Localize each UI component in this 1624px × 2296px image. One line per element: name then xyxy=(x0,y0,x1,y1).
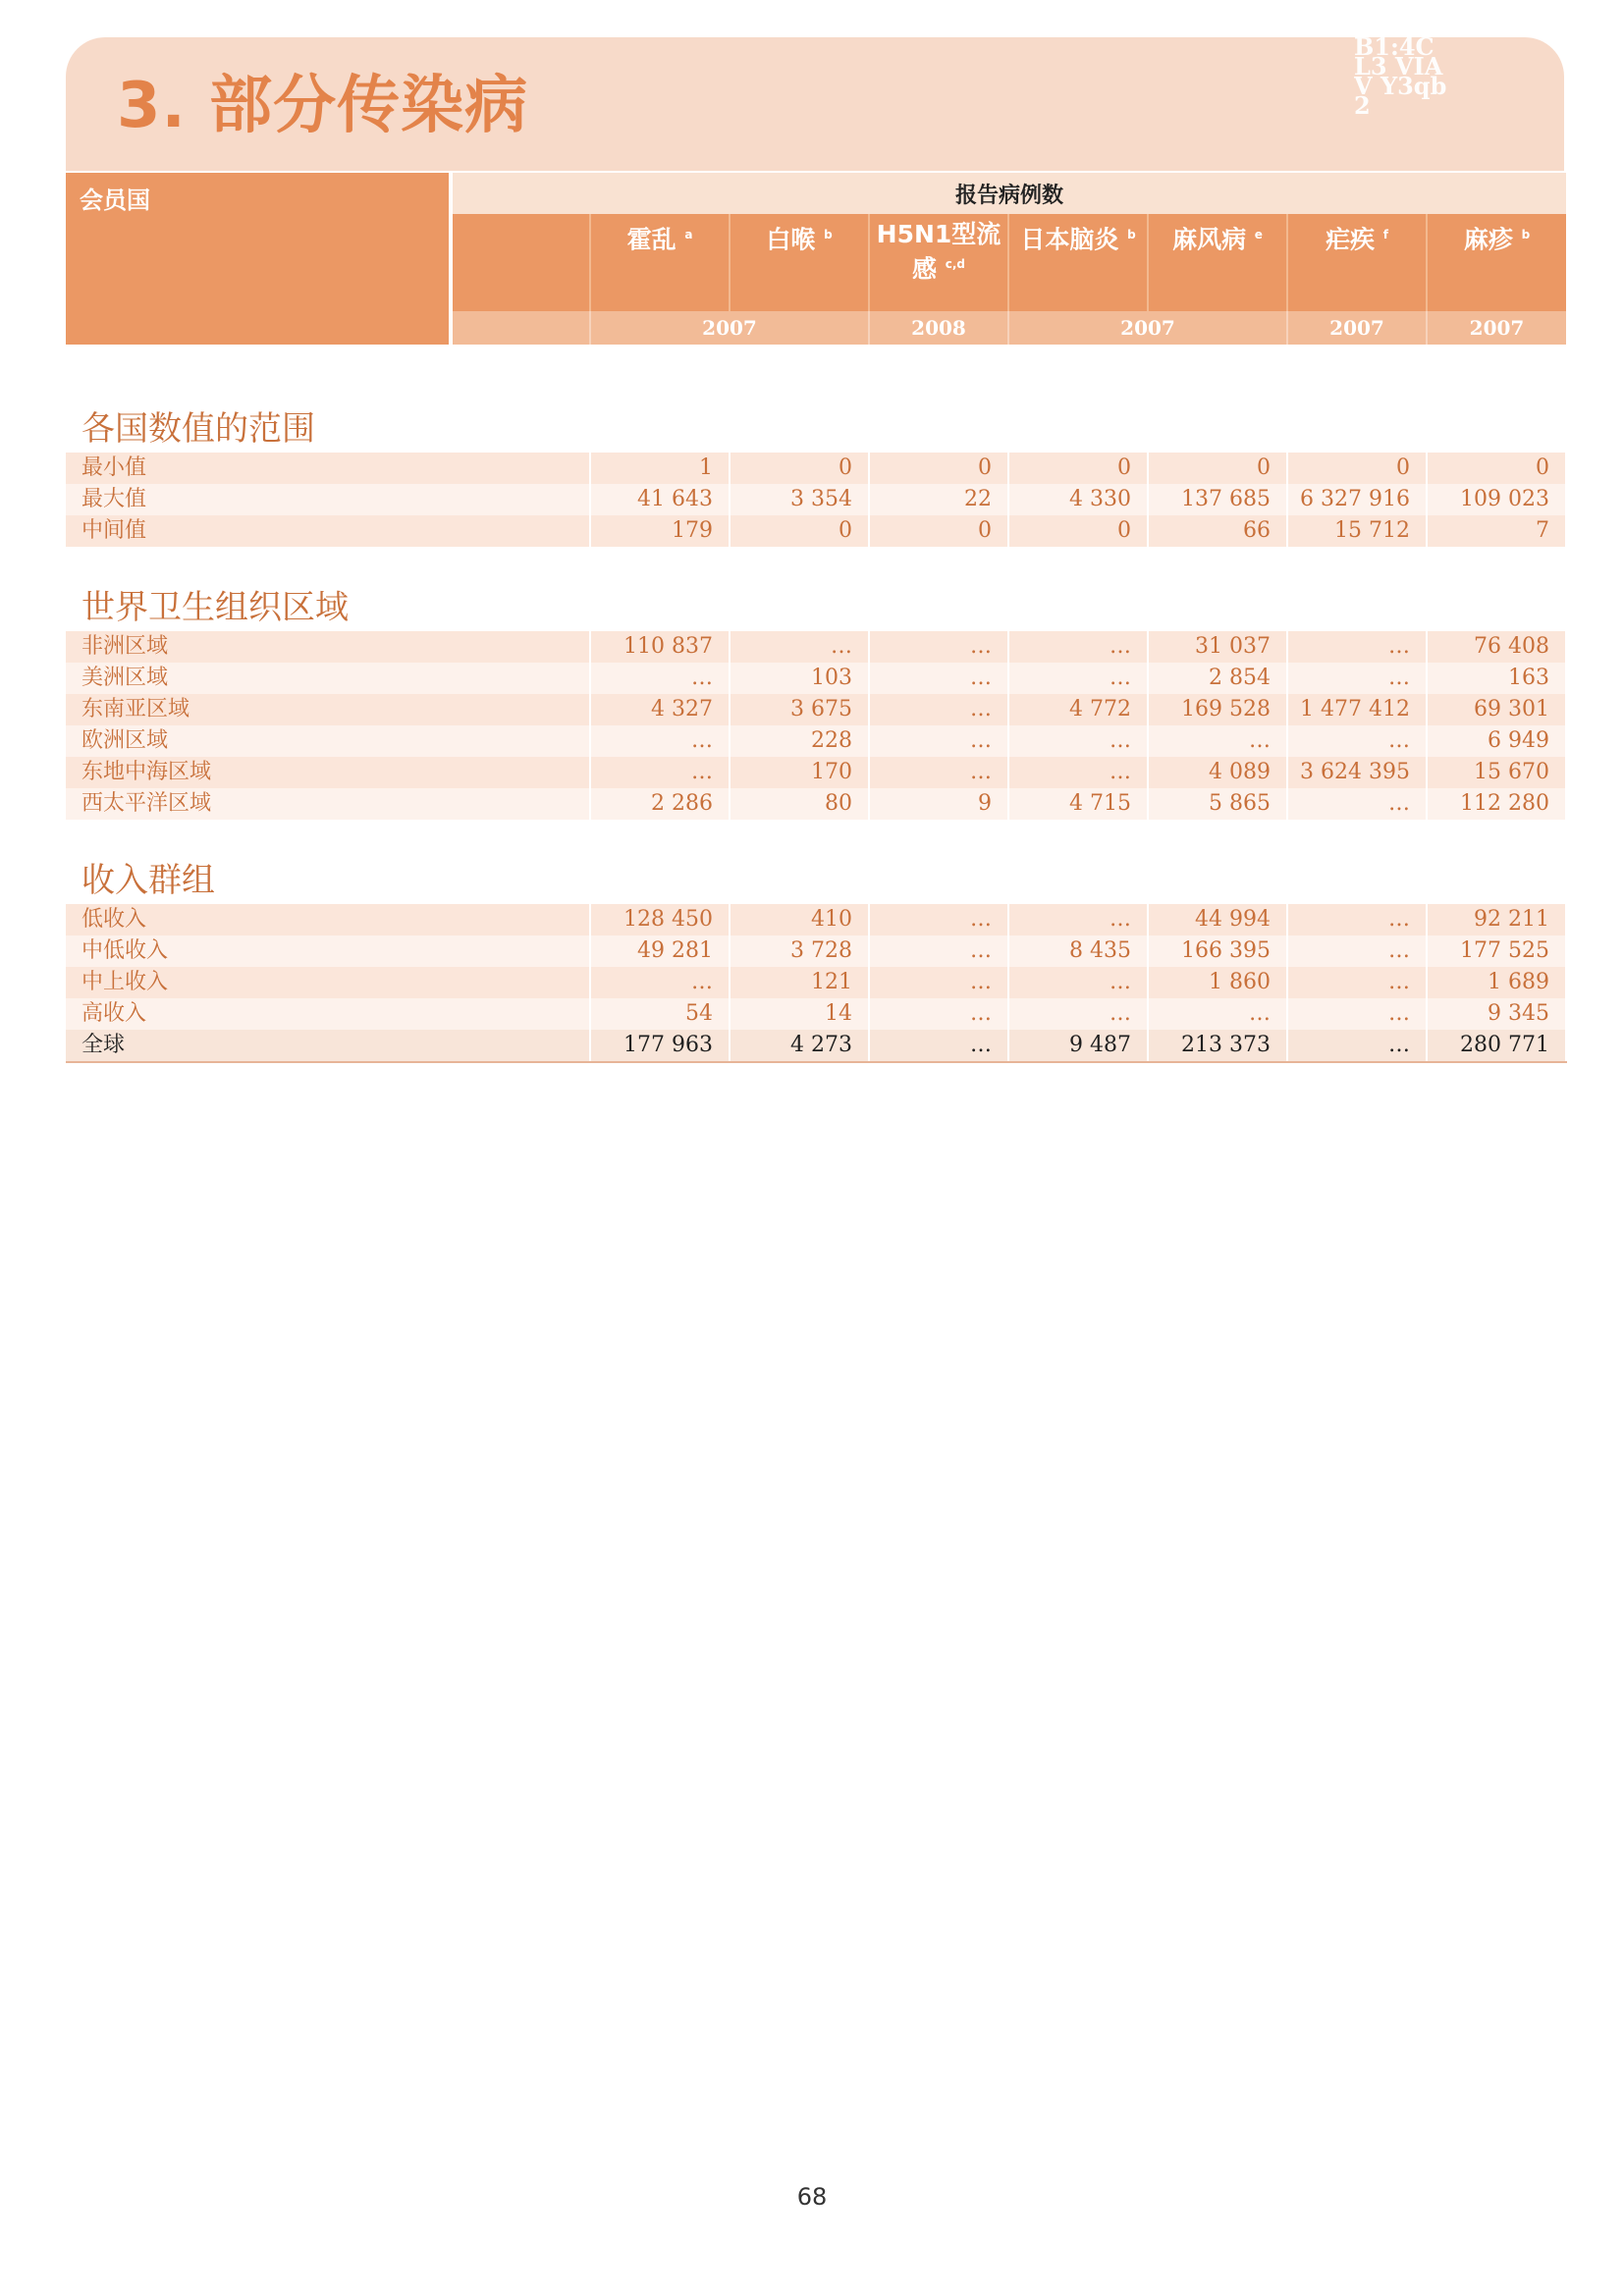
disease-table-container xyxy=(66,173,1564,1063)
value-cell: 3 354 xyxy=(730,484,869,515)
value-cell: 69 301 xyxy=(1427,694,1566,725)
value-cell: … xyxy=(730,631,869,663)
value-cell: 109 023 xyxy=(1427,484,1566,515)
value-cell: … xyxy=(1287,935,1427,967)
row-label: 美洲区域 xyxy=(66,663,590,694)
value-cell: 9 xyxy=(869,788,1008,820)
disease-footnote-mark: b xyxy=(1521,228,1531,241)
disease-header-1 xyxy=(730,214,869,311)
value-cell: 410 xyxy=(730,904,869,935)
disease-footnote-mark: f xyxy=(1382,228,1388,241)
value-cell: … xyxy=(1287,663,1427,694)
disease-header-3 xyxy=(1008,214,1148,311)
value-cell: 4 327 xyxy=(590,694,730,725)
value-cell: 103 xyxy=(730,663,869,694)
disease-header-2 xyxy=(869,214,1008,311)
year-header-2: 2007 xyxy=(1008,311,1287,345)
row-label: 中间值 xyxy=(66,515,590,547)
value-cell: 80 xyxy=(730,788,869,820)
section-heading-row xyxy=(66,547,1566,631)
disease-footnote-mark: c,d xyxy=(945,257,965,271)
value-cell: 54 xyxy=(590,998,730,1030)
blank-header-cell xyxy=(451,214,590,311)
value-cell: 0 xyxy=(869,453,1008,484)
row-label: 高收入 xyxy=(66,998,590,1030)
page-number: 68 xyxy=(796,2183,828,2211)
value-cell: … xyxy=(1008,757,1148,788)
value-cell: 170 xyxy=(730,757,869,788)
section-heading-row xyxy=(66,368,1566,453)
year-header-0: 2007 xyxy=(590,311,869,345)
year-header-4: 2007 xyxy=(1427,311,1566,345)
row-label: 欧洲区域 xyxy=(66,725,590,757)
member-states-header: 会员国 xyxy=(66,173,451,345)
reported-cases-header: 报告病例数 xyxy=(451,173,1566,214)
value-cell: 1 xyxy=(590,453,730,484)
disease-footnote-mark: e xyxy=(1254,228,1263,241)
value-cell: 0 xyxy=(730,453,869,484)
row-label: 东地中海区域 xyxy=(66,757,590,788)
year-header-1: 2008 xyxy=(869,311,1008,345)
value-cell: … xyxy=(1287,631,1427,663)
table-row xyxy=(66,725,1566,757)
table-row xyxy=(66,484,1566,515)
value-cell: … xyxy=(869,757,1008,788)
value-cell: 76 408 xyxy=(1427,631,1566,663)
value-cell: 137 685 xyxy=(1148,484,1287,515)
section-heading-row xyxy=(66,820,1566,904)
disease-footnote-mark: a xyxy=(684,228,693,241)
value-cell: 49 281 xyxy=(590,935,730,967)
disease-footnote-mark: b xyxy=(824,228,833,241)
table-row xyxy=(66,935,1566,967)
table-row xyxy=(66,631,1566,663)
row-label: 中上收入 xyxy=(66,967,590,998)
value-cell: 177 525 xyxy=(1427,935,1566,967)
value-cell: 6 327 916 xyxy=(1287,484,1427,515)
blank-year-cell xyxy=(451,311,590,345)
value-cell: 8 435 xyxy=(1008,935,1148,967)
value-cell: … xyxy=(1287,788,1427,820)
disease-name: 白喉 xyxy=(766,225,816,254)
table-row xyxy=(66,1030,1566,1062)
value-cell: 0 xyxy=(730,515,869,547)
section-title: 收入群组 xyxy=(66,820,1566,904)
row-label: 中低收入 xyxy=(66,935,590,967)
value-cell: … xyxy=(590,663,730,694)
value-cell: 92 211 xyxy=(1427,904,1566,935)
value-cell: … xyxy=(869,663,1008,694)
table-row xyxy=(66,788,1566,820)
value-cell: 1 689 xyxy=(1427,967,1566,998)
value-cell: 4 772 xyxy=(1008,694,1148,725)
value-cell: 15 670 xyxy=(1427,757,1566,788)
value-cell: … xyxy=(869,694,1008,725)
value-cell: 112 280 xyxy=(1427,788,1566,820)
value-cell: 110 837 xyxy=(590,631,730,663)
value-cell: … xyxy=(869,631,1008,663)
row-label: 全球 xyxy=(66,1030,590,1062)
table-row xyxy=(66,663,1566,694)
year-header-3: 2007 xyxy=(1287,311,1427,345)
value-cell: 3 624 395 xyxy=(1287,757,1427,788)
section-title: 各国数值的范围 xyxy=(66,368,1566,453)
value-cell: … xyxy=(869,967,1008,998)
table-row xyxy=(66,967,1566,998)
value-cell: … xyxy=(1287,904,1427,935)
value-cell: 166 395 xyxy=(1148,935,1287,967)
value-cell: 31 037 xyxy=(1148,631,1287,663)
value-cell: 163 xyxy=(1427,663,1566,694)
value-cell: 280 771 xyxy=(1427,1030,1566,1062)
disease-header-6 xyxy=(1427,214,1566,311)
row-label: 低收入 xyxy=(66,904,590,935)
row-label: 西太平洋区域 xyxy=(66,788,590,820)
value-cell: … xyxy=(1008,904,1148,935)
title-banner xyxy=(66,37,1564,171)
value-cell: 15 712 xyxy=(1287,515,1427,547)
value-cell: 9 487 xyxy=(1008,1030,1148,1062)
value-cell: 179 xyxy=(590,515,730,547)
disease-name: 日本脑炎 xyxy=(1020,225,1119,254)
table-body xyxy=(66,345,1566,1062)
value-cell: 7 xyxy=(1427,515,1566,547)
value-cell: 9 345 xyxy=(1427,998,1566,1030)
value-cell: 3 675 xyxy=(730,694,869,725)
value-cell: … xyxy=(1287,725,1427,757)
table-row xyxy=(66,453,1566,484)
value-cell: … xyxy=(590,967,730,998)
value-cell: … xyxy=(1008,725,1148,757)
value-cell: 228 xyxy=(730,725,869,757)
value-cell: 0 xyxy=(1427,453,1566,484)
value-cell: … xyxy=(1148,998,1287,1030)
row-label: 最小值 xyxy=(66,453,590,484)
value-cell: 66 xyxy=(1148,515,1287,547)
value-cell: 6 949 xyxy=(1427,725,1566,757)
value-cell: 4 715 xyxy=(1008,788,1148,820)
table-row xyxy=(66,694,1566,725)
row-label: 非洲区域 xyxy=(66,631,590,663)
disease-header-4 xyxy=(1148,214,1287,311)
table-row xyxy=(66,998,1566,1030)
value-cell: … xyxy=(1008,631,1148,663)
disease-name: 麻风病 xyxy=(1172,225,1247,254)
value-cell: 14 xyxy=(730,998,869,1030)
value-cell: 169 528 xyxy=(1148,694,1287,725)
value-cell: … xyxy=(869,1030,1008,1062)
disease-name: H5N1型流感 xyxy=(876,220,1001,284)
value-cell: … xyxy=(869,904,1008,935)
disease-cases-table xyxy=(66,173,1567,1063)
value-cell: … xyxy=(1008,998,1148,1030)
page-title: 3. 部分传染病 xyxy=(117,70,529,142)
row-label: 最大值 xyxy=(66,484,590,515)
value-cell: 4 273 xyxy=(730,1030,869,1062)
value-cell: 213 373 xyxy=(1148,1030,1287,1062)
value-cell: 44 994 xyxy=(1148,904,1287,935)
value-cell: … xyxy=(590,757,730,788)
disease-header-0 xyxy=(590,214,730,311)
value-cell: … xyxy=(869,998,1008,1030)
value-cell: … xyxy=(1008,967,1148,998)
disease-name: 霍乱 xyxy=(626,225,677,254)
value-cell: … xyxy=(869,725,1008,757)
value-cell: 0 xyxy=(1008,515,1148,547)
value-cell: 0 xyxy=(1008,453,1148,484)
value-cell: … xyxy=(1287,998,1427,1030)
value-cell: 4 330 xyxy=(1008,484,1148,515)
value-cell: 22 xyxy=(869,484,1008,515)
section-title: 世界卫生组织区域 xyxy=(66,547,1566,631)
value-cell: 2 854 xyxy=(1148,663,1287,694)
spacer-row xyxy=(66,345,1566,368)
value-cell: 2 286 xyxy=(590,788,730,820)
value-cell: … xyxy=(1287,1030,1427,1062)
value-cell: 5 865 xyxy=(1148,788,1287,820)
decorative-glyph-pattern: B1:4CL3 VIAV Y3qb 2 xyxy=(1354,37,1447,120)
value-cell: 0 xyxy=(1287,453,1427,484)
value-cell: 4 089 xyxy=(1148,757,1287,788)
disease-name: 麻疹 xyxy=(1463,225,1513,254)
value-cell: … xyxy=(1287,967,1427,998)
value-cell: … xyxy=(590,725,730,757)
value-cell: 128 450 xyxy=(590,904,730,935)
value-cell: 0 xyxy=(1148,453,1287,484)
value-cell: 41 643 xyxy=(590,484,730,515)
table-row xyxy=(66,757,1566,788)
value-cell: … xyxy=(1008,663,1148,694)
value-cell: … xyxy=(869,935,1008,967)
value-cell: … xyxy=(1148,725,1287,757)
table-row xyxy=(66,904,1566,935)
row-label: 东南亚区域 xyxy=(66,694,590,725)
disease-name: 疟疾 xyxy=(1326,225,1376,254)
value-cell: 177 963 xyxy=(590,1030,730,1062)
value-cell: 1 477 412 xyxy=(1287,694,1427,725)
value-cell: 3 728 xyxy=(730,935,869,967)
value-cell: 1 860 xyxy=(1148,967,1287,998)
value-cell: 121 xyxy=(730,967,869,998)
disease-header-5 xyxy=(1287,214,1427,311)
table-row xyxy=(66,515,1566,547)
value-cell: 0 xyxy=(869,515,1008,547)
disease-footnote-mark: b xyxy=(1127,228,1136,241)
